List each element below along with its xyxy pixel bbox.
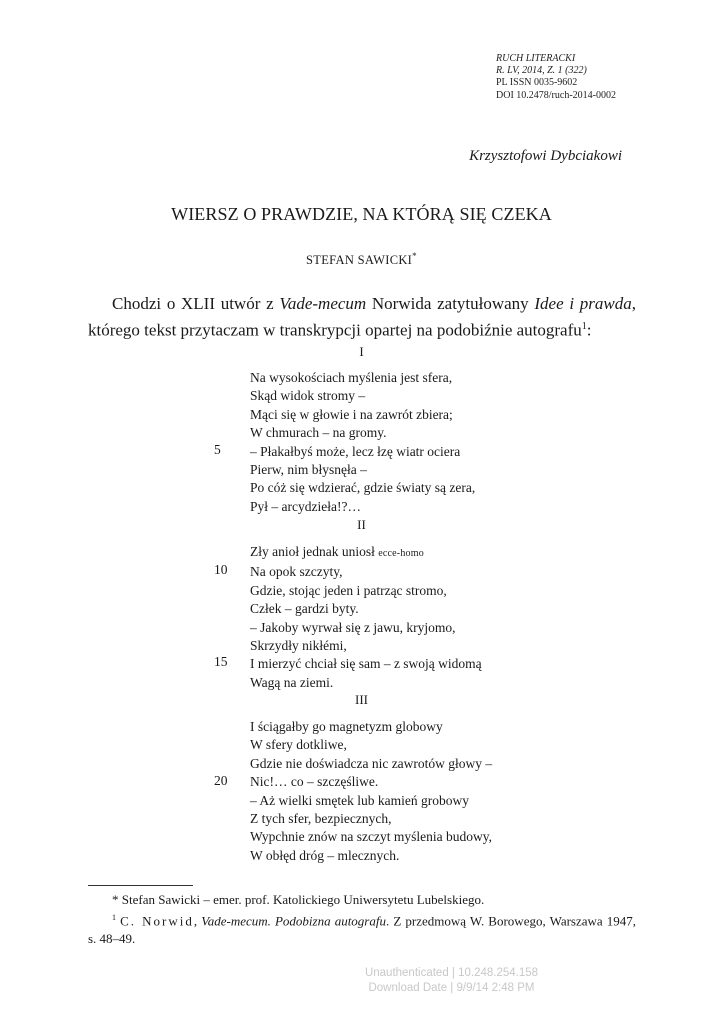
stanza-2	[250, 543, 482, 692]
intro-paragraph	[88, 292, 636, 342]
intro-text-1: Chodzi o XLII utwór z	[112, 294, 280, 313]
verse-line: W chmurach – na gromy.	[250, 425, 387, 441]
verse-line	[250, 543, 482, 563]
verse-line: Pierw, nim błysnęła –	[250, 462, 367, 478]
intro-text-2: Norwida zatytułowany	[366, 294, 535, 313]
footnote-1-author: C. Norwid	[120, 913, 194, 929]
author-footnote-mark: *	[412, 251, 417, 261]
watermark-line: Download Date | 9/9/14 2:48 PM	[368, 982, 535, 994]
footnote-author: * Stefan Sawicki – emer. prof. Katolickiego Uniwersytetu Lubelskiego.	[112, 892, 485, 907]
intro-work-title: Vade-mecum	[279, 294, 367, 313]
line-number: 15	[214, 654, 228, 669]
line-number: 20	[214, 773, 228, 788]
verse-line: W sfery dotkliwe,	[250, 737, 347, 753]
journal-volume: R. LV, 2014, Z. 1 (322)	[496, 65, 587, 77]
intro-text-3: , którego tekst przytaczam w transkrypcji opartej na podobiźnie autografu	[88, 294, 636, 340]
footnote-1-separator: ,	[193, 913, 202, 929]
download-watermark	[0, 966, 723, 996]
footnotes	[88, 891, 636, 948]
verse-line-text: Zły anioł jednak uniosł	[250, 544, 379, 559]
journal-name: RUCH LITERACKI	[496, 53, 576, 64]
verse-line: Na opok szczyty,	[250, 564, 343, 580]
verse-line: I ściągałby go magnetyzm globowy	[250, 719, 443, 734]
author-name: STEFAN SAWICKI	[306, 253, 413, 268]
verse-line: Skąd widok stromy –	[250, 388, 366, 404]
footnote-1-rest: . Z przedmową W. Borowego, Warszawa 1947, s. 48–49.	[88, 913, 637, 947]
journal-issn: PL ISSN 0035-9602	[496, 77, 578, 89]
verse-line: Wypchnie znów na szczyt myślenia budowy,	[250, 829, 492, 845]
verse-line: Pył – arcydzieła!?…	[250, 498, 361, 514]
verse-line: Wagą na ziemi.	[250, 674, 334, 690]
verse-line: Człek – gardzi byty.	[250, 601, 359, 617]
verse-line: – Płakałbyś może, lecz łzę wiatr ociera	[250, 443, 461, 459]
stanza-number: II	[357, 517, 366, 532]
verse-line: Gdzie, stojąc jeden i patrząc stromo,	[250, 582, 447, 598]
verse-line: Gdzie nie doświadcza nic zawrotów głowy –	[250, 755, 493, 771]
verse-line: Na wysokościach myślenia jest sfera,	[250, 370, 453, 385]
intro-text-4: :	[586, 320, 592, 340]
verse-line: Skrzydły nikłémi,	[250, 638, 347, 654]
footnote-1	[88, 909, 636, 948]
verse-line: – Aż wielki smętek lub kamień grobowy	[250, 792, 469, 808]
ecce-homo-smallcaps: ecce-homo	[378, 548, 424, 559]
journal-header	[496, 53, 616, 102]
verse-line: W obłęd dróg – mlecznych.	[250, 847, 400, 863]
verse-line: Po cóż się wdzierać, gdzie światy są zera,	[250, 480, 476, 496]
footnote-divider	[88, 885, 193, 886]
article-title: WIERSZ O PRAWDZIE, NA KTÓRĄ SIĘ CZEKA	[171, 204, 552, 224]
line-number: 5	[214, 442, 221, 457]
footnote-1-title: Vade-mecum. Podobizna autografu	[201, 913, 386, 929]
line-number: 10	[214, 562, 228, 577]
intro-footnote-ref: 1	[581, 321, 587, 332]
verse-line: Nic!… co – szczęśliwe.	[250, 774, 379, 790]
stanza-3	[250, 718, 492, 865]
journal-doi: DOI 10.2478/ruch-2014-0002	[496, 89, 616, 101]
verse-line: I mierzyć chciał się sam – z swoją widomą	[250, 656, 482, 672]
verse-line: Z tych sfer, bezpiecznych,	[250, 811, 392, 827]
dedication: Krzysztofowi Dybciakowi	[469, 148, 622, 164]
intro-poem-title: Idee i prawda	[534, 294, 632, 313]
stanza-number: III	[355, 692, 368, 707]
footnote-1-mark: 1	[112, 913, 116, 922]
article-author	[0, 251, 723, 268]
stanza-number: I	[359, 344, 364, 359]
verse-line: – Jakoby wyrwał się z jawu, kryjomo,	[250, 619, 456, 635]
stanza-1	[250, 369, 475, 516]
verse-line: Mąci się w głowie i na zawrót zbiera;	[250, 406, 453, 422]
watermark-line: Unauthenticated | 10.248.254.158	[364, 967, 539, 979]
